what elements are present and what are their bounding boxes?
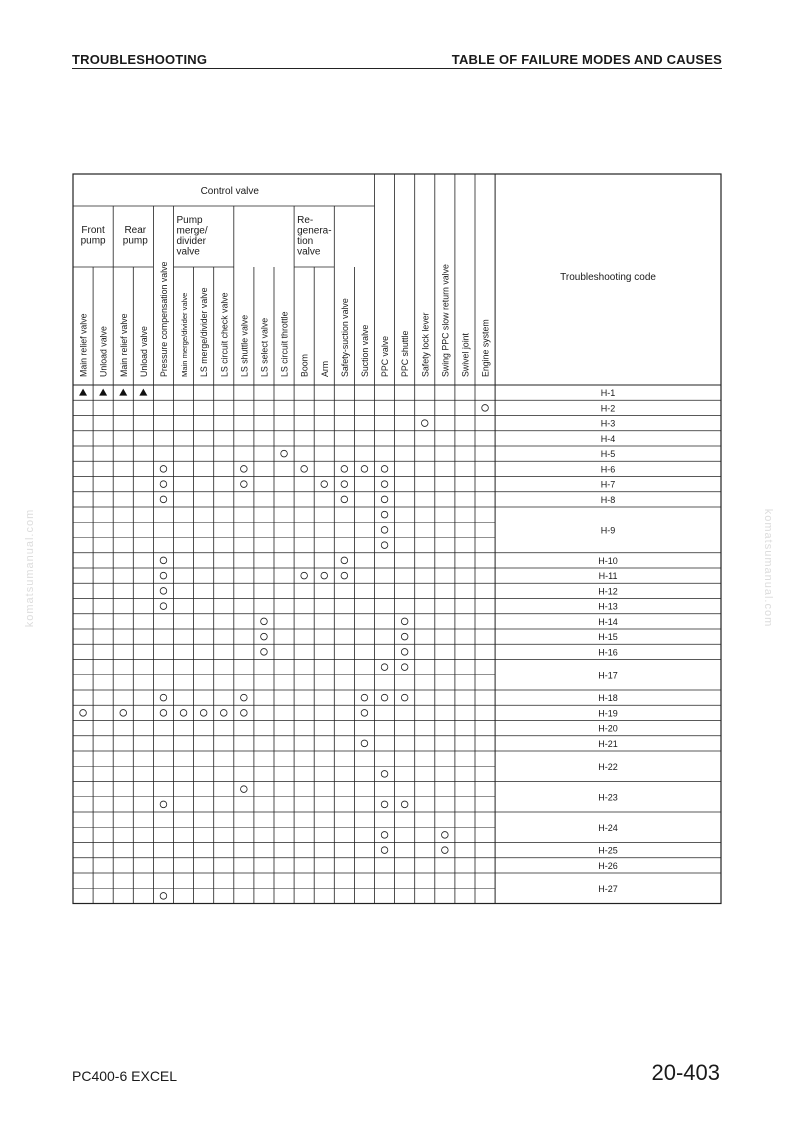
mark-circle: [442, 847, 449, 854]
mark-circle: [220, 710, 227, 717]
troubleshooting-code: H-18: [598, 693, 618, 704]
mark-triangle: [139, 389, 147, 396]
group-label-front-pump: Front: [81, 225, 105, 236]
column-label: Boom: [299, 354, 310, 377]
page-number: 20-403: [651, 1060, 720, 1085]
troubleshooting-code: H-22: [598, 761, 618, 772]
mark-circle: [160, 893, 167, 900]
mark-circle: [160, 481, 167, 488]
mark-circle: [401, 664, 408, 671]
mark-circle: [261, 618, 268, 625]
troubleshooting-code: H-2: [600, 403, 616, 414]
section-title: TROUBLESHOOTING: [72, 52, 208, 67]
mark-circle: [361, 466, 368, 473]
mark-triangle: [119, 389, 127, 396]
group-label-rear-pump: pump: [122, 235, 148, 247]
troubleshooting-code: H-10: [598, 555, 618, 566]
group-label-pump-merge: divider: [176, 236, 206, 247]
mark-circle: [381, 847, 388, 854]
column-label: Safety lock lever: [420, 312, 431, 377]
column-label: Suction valve: [359, 324, 370, 377]
group-label-regeneration: genera-: [297, 225, 332, 237]
mark-circle: [301, 572, 308, 579]
mark-circle: [401, 633, 408, 640]
mark-circle: [401, 801, 408, 808]
troubleshooting-code: H-13: [598, 601, 618, 612]
troubleshooting-code: H-27: [598, 883, 618, 894]
model-name: PC400-6 EXCEL: [72, 1068, 178, 1084]
troubleshooting-code: H-6: [600, 464, 616, 475]
mark-circle: [381, 466, 388, 473]
column-label: Main relief valve: [78, 313, 89, 377]
mark-circle: [361, 740, 368, 747]
mark-circle: [200, 710, 207, 717]
mark-circle: [160, 694, 167, 701]
troubleshooting-code: H-25: [598, 845, 618, 856]
mark-circle: [381, 832, 388, 839]
mark-circle: [80, 710, 87, 717]
troubleshooting-code: H-24: [598, 822, 618, 833]
mark-circle: [401, 649, 408, 656]
troubleshooting-code: H-14: [598, 616, 618, 627]
column-label: LS circuit throttle: [279, 311, 290, 377]
mark-circle: [261, 633, 268, 640]
mark-circle: [120, 710, 127, 717]
mark-circle: [261, 649, 268, 656]
column-label: LS select valve: [259, 317, 270, 377]
column-label: Swing PPC slow return valve: [440, 264, 451, 377]
table-frame: [73, 174, 721, 904]
page-title: TABLE OF FAILURE MODES AND CAUSES: [451, 52, 722, 67]
column-label: LS circuit check valve: [219, 292, 230, 377]
troubleshooting-code: H-3: [600, 418, 616, 429]
troubleshooting-code: H-23: [598, 792, 618, 803]
mark-circle: [381, 481, 388, 488]
mark-circle: [160, 557, 167, 564]
troubleshooting-code: H-4: [600, 433, 616, 444]
troubleshooting-code: H-12: [598, 586, 618, 597]
mark-circle: [321, 481, 328, 488]
group-label-pump-merge: merge/: [176, 225, 208, 237]
mark-circle: [361, 710, 368, 717]
watermark-right: komatsumanual.com: [762, 508, 774, 628]
troubleshooting-code: H-8: [600, 494, 616, 505]
mark-circle: [160, 496, 167, 503]
mark-circle: [180, 710, 187, 717]
mark-circle: [341, 481, 348, 488]
column-label: Safety-suction valve: [339, 298, 350, 377]
watermark-left: komatsumanual.com: [24, 508, 36, 628]
mark-circle: [160, 603, 167, 610]
troubleshooting-code: H-9: [600, 525, 616, 536]
mark-circle: [160, 572, 167, 579]
group-label-front-pump: pump: [80, 235, 106, 247]
troubleshooting-code: H-26: [598, 860, 618, 871]
troubleshooting-code: H-5: [600, 449, 616, 460]
column-label: Pressure compensation valve: [158, 261, 169, 377]
mark-circle: [381, 527, 388, 534]
mark-circle: [321, 572, 328, 579]
mark-circle: [361, 694, 368, 701]
mark-circle: [241, 710, 248, 717]
mark-triangle: [99, 389, 107, 396]
troubleshooting-code: H-11: [598, 571, 618, 582]
troubleshooting-code: H-15: [598, 632, 618, 643]
mark-circle: [381, 771, 388, 778]
column-label: LS merge/divider valve: [199, 287, 210, 377]
group-label-control-valve: Control valve: [200, 186, 259, 197]
column-label: Unload valve: [138, 326, 149, 377]
group-label-regeneration: tion: [297, 236, 314, 247]
troubleshooting-code: H-7: [600, 479, 616, 490]
mark-circle: [341, 572, 348, 579]
column-label: PPC shuttle: [400, 330, 411, 377]
troubleshooting-code-header: Troubleshooting code: [560, 272, 656, 283]
troubleshooting-code: H-21: [598, 738, 618, 749]
mark-circle: [281, 450, 288, 457]
mark-circle: [241, 466, 248, 473]
column-label: LS shuttle valve: [239, 314, 250, 377]
troubleshooting-code: H-20: [598, 723, 618, 734]
mark-circle: [381, 496, 388, 503]
mark-circle: [241, 694, 248, 701]
troubleshooting-code: H-16: [598, 647, 618, 658]
column-label: Arm: [319, 360, 330, 377]
column-label: Engine system: [480, 319, 491, 377]
mark-circle: [442, 832, 449, 839]
mark-circle: [401, 694, 408, 701]
mark-circle: [341, 557, 348, 564]
mark-circle: [341, 466, 348, 473]
troubleshooting-code: H-19: [598, 708, 618, 719]
troubleshooting-code: H-1: [600, 388, 616, 399]
mark-circle: [160, 710, 167, 717]
mark-circle: [381, 801, 388, 808]
column-label: Unload valve: [98, 326, 109, 377]
mark-circle: [421, 420, 428, 427]
mark-circle: [160, 801, 167, 808]
group-label-rear-pump: Rear: [124, 225, 147, 236]
mark-circle: [160, 466, 167, 473]
mark-circle: [341, 496, 348, 503]
column-label: Swivel joint: [460, 332, 471, 377]
mark-circle: [381, 664, 388, 671]
mark-circle: [381, 511, 388, 518]
column-label: Main relief valve: [118, 313, 129, 377]
column-label: Main merge/divider valve: [180, 292, 190, 377]
group-label-regeneration: Re-: [297, 215, 314, 226]
group-label-pump-merge: valve: [176, 246, 200, 258]
column-label: PPC valve: [380, 335, 391, 377]
mark-circle: [301, 466, 308, 473]
group-label-regeneration: valve: [297, 246, 321, 258]
mark-triangle: [79, 389, 87, 396]
troubleshooting-code: H-17: [598, 670, 618, 681]
mark-circle: [241, 481, 248, 488]
mark-circle: [241, 786, 248, 793]
mark-circle: [381, 542, 388, 549]
mark-circle: [160, 588, 167, 595]
mark-circle: [482, 405, 489, 412]
mark-circle: [381, 694, 388, 701]
mark-circle: [401, 618, 408, 625]
group-label-pump-merge: Pump: [176, 215, 203, 226]
